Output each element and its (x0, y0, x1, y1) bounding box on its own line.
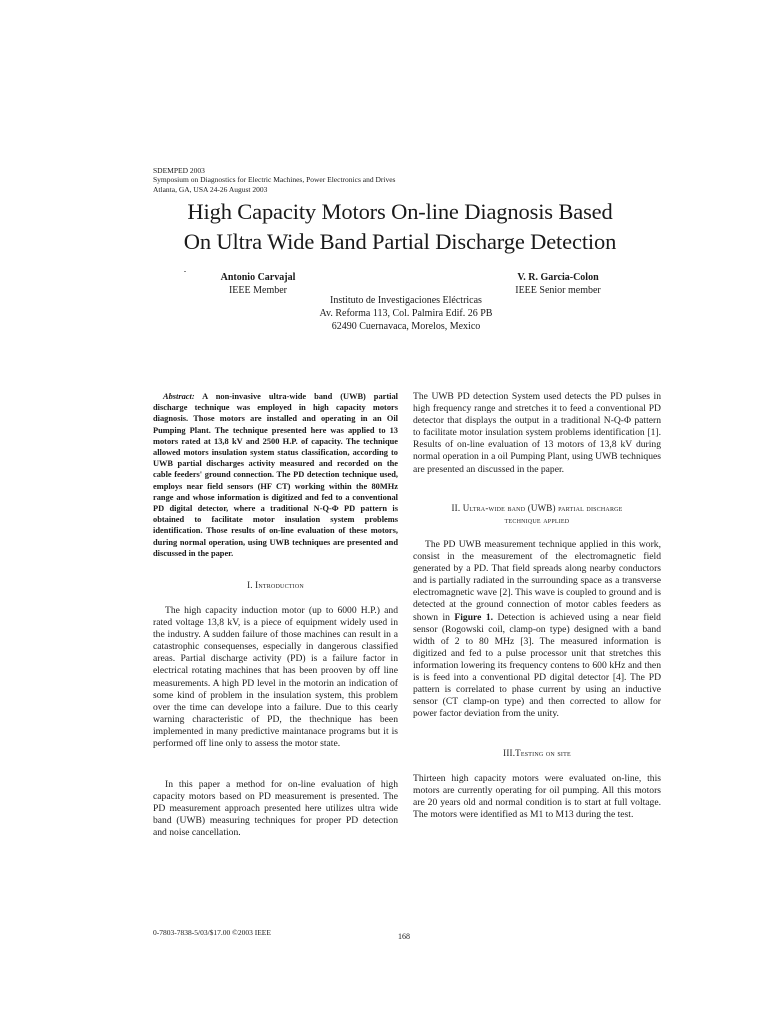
institution-city: 62490 Cuernavaca, Morelos, Mexico (331, 321, 481, 332)
intro-paragraph-text: In this paper a method for on-line evaluation of high capacity motors based on PD measurement is presented. The PD measurement approach presented here utilizes ultra wide band (UWB) measuring techniques for proper PD detection and noise cancellation. (153, 779, 398, 839)
paper-title (0, 197, 768, 257)
author-name: V. R. Garcia-Colon (517, 272, 599, 283)
uwb-text-a: The PD UWB measurement technique applied in this work, consist in the measurement of the electromagnetic field generated by a PD. That field spreads along nearby conductors and is partially radiated in the surrounding space as a transverse electromagnetic wave [2]. This wave is coupled to ground and is detected at the ground connection of motor cables feeders as shown in (413, 539, 661, 623)
section-heading-introduction: I. Introduction (247, 580, 304, 590)
scan-speck (184, 271, 186, 272)
intro-paragraph-text: The high capacity induction motor (up to 6000 H.P.) and rated voltage 13,8 kV, is a piece of equipment widely used in the industry. A sudden failure of those machines can result in a catastrophic consequenses, especially in dangerous classified areas. Partial discharge activity (PD) is a failure factor in electrical rotating machines that has been prooven by off line measurements. A high PD level in the motorin an indication of some kind of problem in the insulation system, this problem over the time can develope into a failure. Due to this cearly warning characteristic of PD, the thechnique has been implemented in many predictive maintanace programs but it is performed off line only to assess the motor state. (153, 605, 398, 750)
author-name: Antonio Carvajal (220, 272, 296, 283)
author-role: IEEE Member (228, 285, 288, 296)
testing-paragraph (413, 773, 661, 821)
introduction-paragraph-1 (153, 605, 398, 750)
footer-copyright: 0-7803-7838-5/03/$17.00 ©2003 IEEE (153, 928, 271, 937)
institution-address: Av. Reforma 113, Col. Palmira Edif. 26 PB (319, 308, 493, 319)
left-column (153, 391, 398, 559)
title-line-2: On Ultra Wide Band Partial Discharge Detection (183, 229, 617, 254)
abstract (153, 391, 398, 559)
conference-header (153, 166, 395, 194)
institution-name: Instituto de Investigaciones Eléctricas (330, 295, 482, 306)
author-role: IEEE Senior member (515, 285, 601, 296)
introduction-paragraph-2 (153, 779, 398, 839)
section-heading-uwb (413, 502, 661, 526)
uwb-paragraph (413, 539, 661, 720)
uwb-paragraph-text (413, 539, 661, 720)
page-number: 168 (398, 932, 410, 941)
conference-name: SDEMPED 2003 (153, 166, 205, 175)
abstract-text: A non-invasive ultra-wide band (UWB) partial discharge technique was employed in high capacity motors diagnosis. Those motors are installed and operating in an Oil Pumping Plant. The technique presented here was applied to 13 motors rated at 13,8 kV and 2500 H.P. of capacity. The technique allowed motors insulation system status classification, according to UWB partial discharges activity measured and recorded on the cable feeders' ground connection. The PD detection technique used, employs near field sensors (HF CT) working within the 80MHz range and whose information is digitized and fed to a conventional PD digital detector, where a traditional N-Q-Φ PD pattern is obtained to facilitate motor insulation system problems identification. Those results of on-line evaluation of these motors, during normal operation, using UWB techniques are presented and discussed in the paper. (153, 392, 398, 558)
testing-paragraph-text: Thirteen high capacity motors were evaluated on-line, this motors are currently operating for oil pumping. All this motors are 20 years old and normal condition is to start at full voltage. The motors were identified as M1 to M13 during the test. (413, 773, 661, 821)
right-column-intro (413, 391, 661, 476)
institution-block (0, 294, 768, 333)
uwb-heading-line-2: technique applied (504, 515, 570, 525)
abstract-lead: Abstract: (163, 392, 195, 401)
figure-reference: Figure 1. (454, 611, 494, 623)
symposium-name: Symposium on Diagnostics for Electric Machines, Power Electronics and Drives (153, 175, 396, 185)
title-line-1: High Capacity Motors On-line Diagnosis Based (187, 199, 613, 224)
section-heading-testing: III.Testing on site (503, 748, 571, 758)
conference-location: Atlanta, GA, USA 24-26 August 2003 (153, 184, 268, 194)
uwb-text-b: Detection is achieved using a near field sensor (Rogowski coil, clamp-on type) designed with a band width of 2 to 80 MHz [3]. The measured information is digitized and fed to a pulse processor unit that stretches this information lowering its frequency contens to 600 kHz and then is is feed into a conventional PD digital detector [4]. The PD pattern is correlated to phase current by using an inductive sensor (CT clamp-on type) and then corrected to allow for power factor deviation from the unity. (413, 611, 661, 720)
uwb-heading-line-1: II. Ultra-wide band (UWB) partial discharge (451, 503, 623, 513)
right-paragraph-text: The UWB PD detection System used detects the PD pulses in high frequency range and stretches it to feed a conventional PD detector that displays the output in a traditional N-Q-Φ pattern to facilitate motor insulation system problems identification [1]. Results of on-line evaluation of 13 motors of 13,8 kV during normal operation in a oil Pumping Plant, using UWB techniques are presented an discussed in the paper. (413, 391, 661, 475)
